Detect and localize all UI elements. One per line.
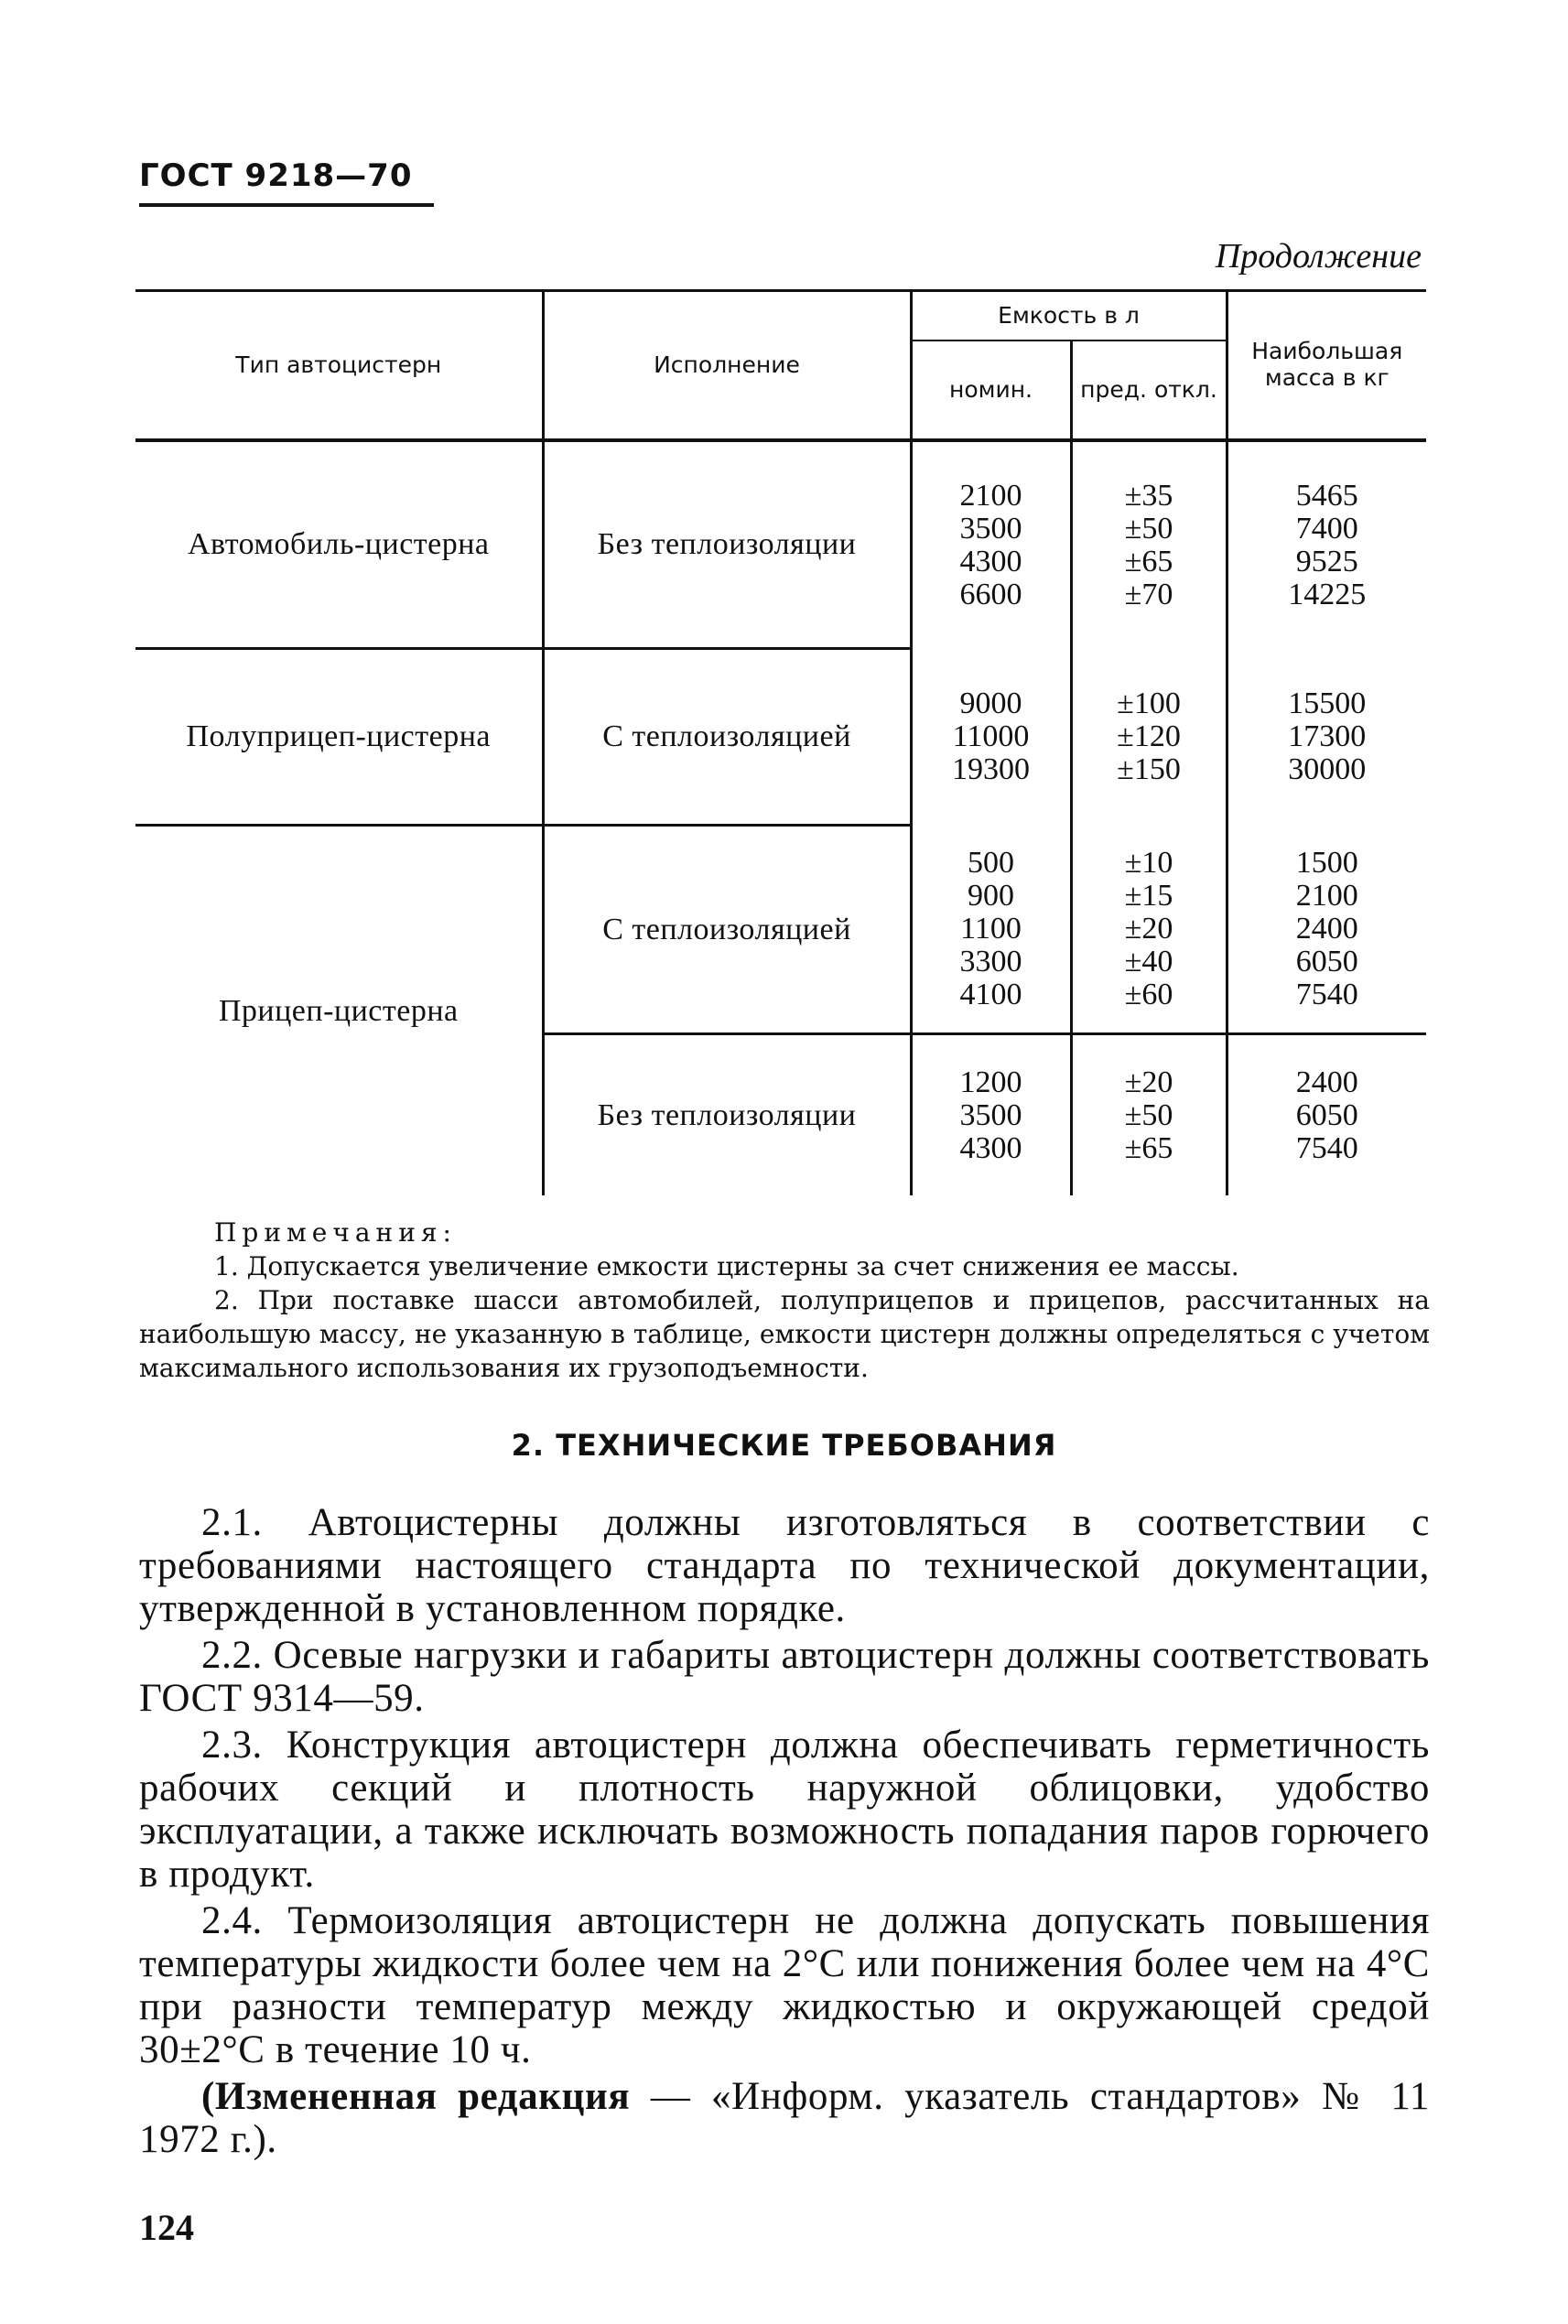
amendment-note bbox=[139, 2075, 1430, 2161]
deviation-cell: ±100 ±120 ±150 bbox=[1071, 649, 1227, 826]
nominal-capacity-cell: 1200 3500 4300 bbox=[911, 1034, 1071, 1196]
col-header-execution: Исполнение bbox=[543, 291, 911, 441]
nominal-capacity-cell: 2100 3500 4300 6600 bbox=[911, 440, 1071, 649]
col-header-nominal: номин. bbox=[911, 340, 1071, 440]
deviation-cell: ±10 ±15 ±20 ±40 ±60 bbox=[1071, 826, 1227, 1034]
execution-cell: С теплоизоляцией bbox=[543, 826, 911, 1034]
col-header-deviation: пред. откл. bbox=[1071, 340, 1227, 440]
section-body bbox=[139, 1501, 1430, 2165]
max-mass-cell: 2400 6050 7540 bbox=[1227, 1034, 1426, 1196]
deviation-cell: ±35 ±50 ±65 ±70 bbox=[1071, 440, 1227, 649]
table-row bbox=[135, 649, 1426, 826]
nominal-capacity-cell: 9000 11000 19300 bbox=[911, 649, 1071, 826]
paragraph: 2.2. Осевые нагрузки и габариты автоцистерн должны соответствовать ГОСТ 9314—59. bbox=[139, 1634, 1430, 1720]
table-notes bbox=[139, 1216, 1430, 1385]
execution-cell: С теплоизоляцией bbox=[543, 649, 911, 826]
max-mass-cell: 1500 2100 2400 6050 7540 bbox=[1295, 845, 1358, 1011]
vehicle-type: Полуприцеп-цистерна bbox=[135, 649, 543, 826]
paragraph: 2.3. Конструкция автоцистерн должна обеспечивать герметичность рабочих секций и плотность наружной облицовки, удобство эксплуатации, а также исключать возможность попадания паров горючего в продукт. bbox=[139, 1724, 1430, 1896]
max-mass-cell: 15500 17300 30000 bbox=[1288, 686, 1367, 786]
amendment-reference: — «Информ. указатель стандартов» № 11 1972 г.). bbox=[139, 2075, 1430, 2161]
notes-title: Примечания: bbox=[214, 1217, 457, 1248]
max-mass-cell: 5465 7400 9525 14225 bbox=[1288, 478, 1367, 611]
vehicle-type: Автомобиль-цистерна bbox=[135, 440, 543, 649]
execution-cell: Без теплоизоляции bbox=[543, 1034, 911, 1196]
nominal-capacity-cell: 500 900 1100 3300 4100 bbox=[911, 826, 1071, 1034]
tank-specs-table bbox=[135, 289, 1426, 1195]
table-row bbox=[135, 826, 1426, 1034]
continuation-label: Продолжение bbox=[1215, 237, 1422, 276]
document-code: ГОСТ 9218—70 bbox=[139, 157, 413, 194]
vehicle-type: Прицеп-цистерна bbox=[135, 826, 543, 1196]
execution-cell: Без теплоизоляции bbox=[543, 440, 911, 649]
section-heading: 2. ТЕХНИЧЕСКИЕ ТРЕБОВАНИЯ bbox=[511, 1428, 1057, 1463]
paragraph: 2.4. Термоизоляция автоцистерн не должна допускать повышения температуры жидкости более чем на 2°С или понижения более чем на 4°С при разности температур между жидкостью и окружающей средой 30±2°С в течение 10 ч. bbox=[139, 1899, 1430, 2071]
paragraph: 2.1. Автоцистерны должны изготовляться в соответствии с требованиями настоящего стандарта по технической документации, утвержденной в установленном порядке. bbox=[139, 1501, 1430, 1630]
deviation-cell: ±20 ±50 ±65 bbox=[1071, 1034, 1227, 1196]
col-header-mass: Наибольшая масса в кг bbox=[1227, 291, 1426, 441]
col-header-type: Тип автоцистерн bbox=[135, 291, 543, 441]
note-item: 2. При поставке шасси автомобилей, полуприцепов и прицепов, рассчитанных на наибольшую массу, не указанную в таблице, емкости цистерн должны определяться с учетом максимального использования их грузоподъемности. bbox=[139, 1285, 1430, 1383]
table-row bbox=[135, 440, 1426, 649]
amendment-label: (Измененная редакция bbox=[201, 2075, 631, 2118]
header-rule bbox=[139, 203, 434, 207]
page-number: 124 bbox=[139, 2207, 194, 2248]
col-header-capacity: Емкость в л bbox=[911, 291, 1227, 341]
note-item: 1. Допускается увеличение емкости цистерны за счет снижения ее массы. bbox=[214, 1251, 1239, 1281]
